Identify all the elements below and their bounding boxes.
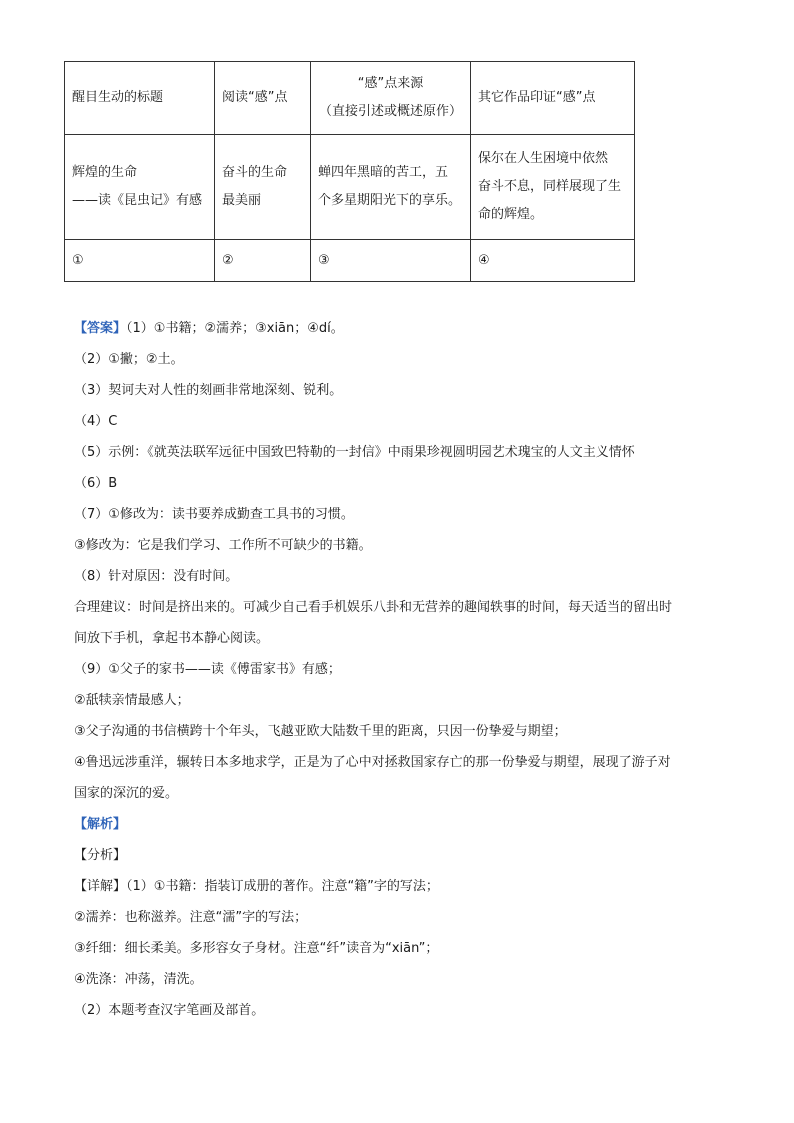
answer-q8-2: 合理建议：时间是挤出来的。可减少自己看手机娱乐八卦和无营养的趣闻轶事的时间，每天适当的留出时 <box>74 600 673 615</box>
detail-d5: （2）本题考查汉字笔画及部首。 <box>74 1003 265 1018</box>
example-point-line2: 最美丽 <box>222 193 262 208</box>
blank-cell-1: ① <box>65 240 215 282</box>
detail-d1-text: （1）①书籍：指装订成册的著作。注意“籍”字的写法； <box>126 879 439 894</box>
detail-d2: ②濡养：也称滋养。注意“濡”字的写法； <box>74 910 308 925</box>
example-source-line2: 个多星期阳光下的享乐。 <box>318 193 462 208</box>
answer-q2: （2）①撇；②土。 <box>74 352 184 367</box>
example-evidence-line2: 奋斗不息，同样展现了生 <box>478 179 622 194</box>
header-title-text: 醒目生动的标题 <box>72 90 164 105</box>
example-title-line1: 辉煌的生命 <box>72 165 138 180</box>
answer-q1-line <box>74 316 730 347</box>
analysis-heading <box>74 812 730 843</box>
header-source-cell <box>311 62 471 135</box>
example-point-cell <box>215 135 311 240</box>
detail-label: 【详解】 <box>74 879 127 894</box>
answer-label: 【答案】 <box>74 321 127 336</box>
example-title-line2: ——读《昆虫记》有感 <box>72 193 203 208</box>
detail-d1-line <box>74 874 730 905</box>
header-source-line2: （直接引述或概述原作） <box>318 104 462 119</box>
analysis-label: 【解析】 <box>74 817 127 832</box>
header-evidence-cell <box>471 62 635 135</box>
example-source-line1: 蝉四年黑暗的苦工，五 <box>318 165 449 180</box>
blank-cell-2: ② <box>215 240 311 282</box>
fenxi-heading <box>74 843 730 874</box>
header-evidence-text: 其它作品印证“感”点 <box>478 90 596 105</box>
answer-q9-3: ③父子沟通的书信横跨十个年头，飞越亚欧大陆数千里的距离，只因一份挚爱与期望； <box>74 724 567 739</box>
answer-q4: （4）C <box>74 414 118 429</box>
header-point-text: 阅读“感”点 <box>222 90 288 105</box>
answer-q9-5: 国家的深沉的爱。 <box>74 786 179 801</box>
answer-q8-1: （8）针对原因：没有时间。 <box>74 569 239 584</box>
answer-q9-2: ②舐犊亲情最感人； <box>74 693 190 708</box>
answer-q9-1: （9）①父子的家书——读《傅雷家书》有感； <box>74 662 341 677</box>
example-evidence-line1: 保尔在人生困境中依然 <box>478 151 609 166</box>
answer-q6: （6）B <box>74 476 118 491</box>
header-point-cell <box>215 62 311 135</box>
answer-q3: （3）契诃夫对人性的刻画非常地深刻、锐利。 <box>74 383 343 398</box>
answer-section <box>74 316 730 1029</box>
example-title-cell <box>65 135 215 240</box>
table-example-row <box>65 135 635 240</box>
answer-q8-3: 间放下手机，拿起书本静心阅读。 <box>74 631 270 646</box>
example-evidence-line3: 命的辉煌。 <box>478 207 544 222</box>
example-source-cell <box>311 135 471 240</box>
answer-q1-text: （1）①书籍；②濡养；③xiān；④dí。 <box>126 321 344 336</box>
blank-cell-4: ④ <box>471 240 635 282</box>
blank-cell-3: ③ <box>311 240 471 282</box>
answer-q5: （5）示例：《就英法联军远征中国致巴特勒的一封信》中雨果珍视圆明园艺术瑰宝的人文主义情怀 <box>74 445 635 460</box>
header-title-cell <box>65 62 215 135</box>
answer-q9-4: ④鲁迅远涉重洋，辗转日本多地求学，正是为了心中对拯救国家存亡的那一份挚爱与期望，展现了游子对 <box>74 755 671 770</box>
header-source-line1: “感”点来源 <box>357 76 424 91</box>
reading-note-table <box>64 61 635 282</box>
answer-q7-2: ③修改为：它是我们学习、工作所不可缺少的书籍。 <box>74 538 372 553</box>
table-header-row <box>65 62 635 135</box>
example-point-line1: 奋斗的生命 <box>222 165 288 180</box>
example-evidence-cell <box>471 135 635 240</box>
detail-d4: ④洗涤：冲荡，清洗。 <box>74 972 203 987</box>
answer-q7-1: （7）①修改为：读书要养成勤查工具书的习惯。 <box>74 507 354 522</box>
detail-d3: ③纤细：细长柔美。多形容女子身材。注意“纤”读音为“xiān”； <box>74 941 439 956</box>
table-blank-row <box>65 240 635 282</box>
fenxi-label: 【分析】 <box>74 848 127 863</box>
